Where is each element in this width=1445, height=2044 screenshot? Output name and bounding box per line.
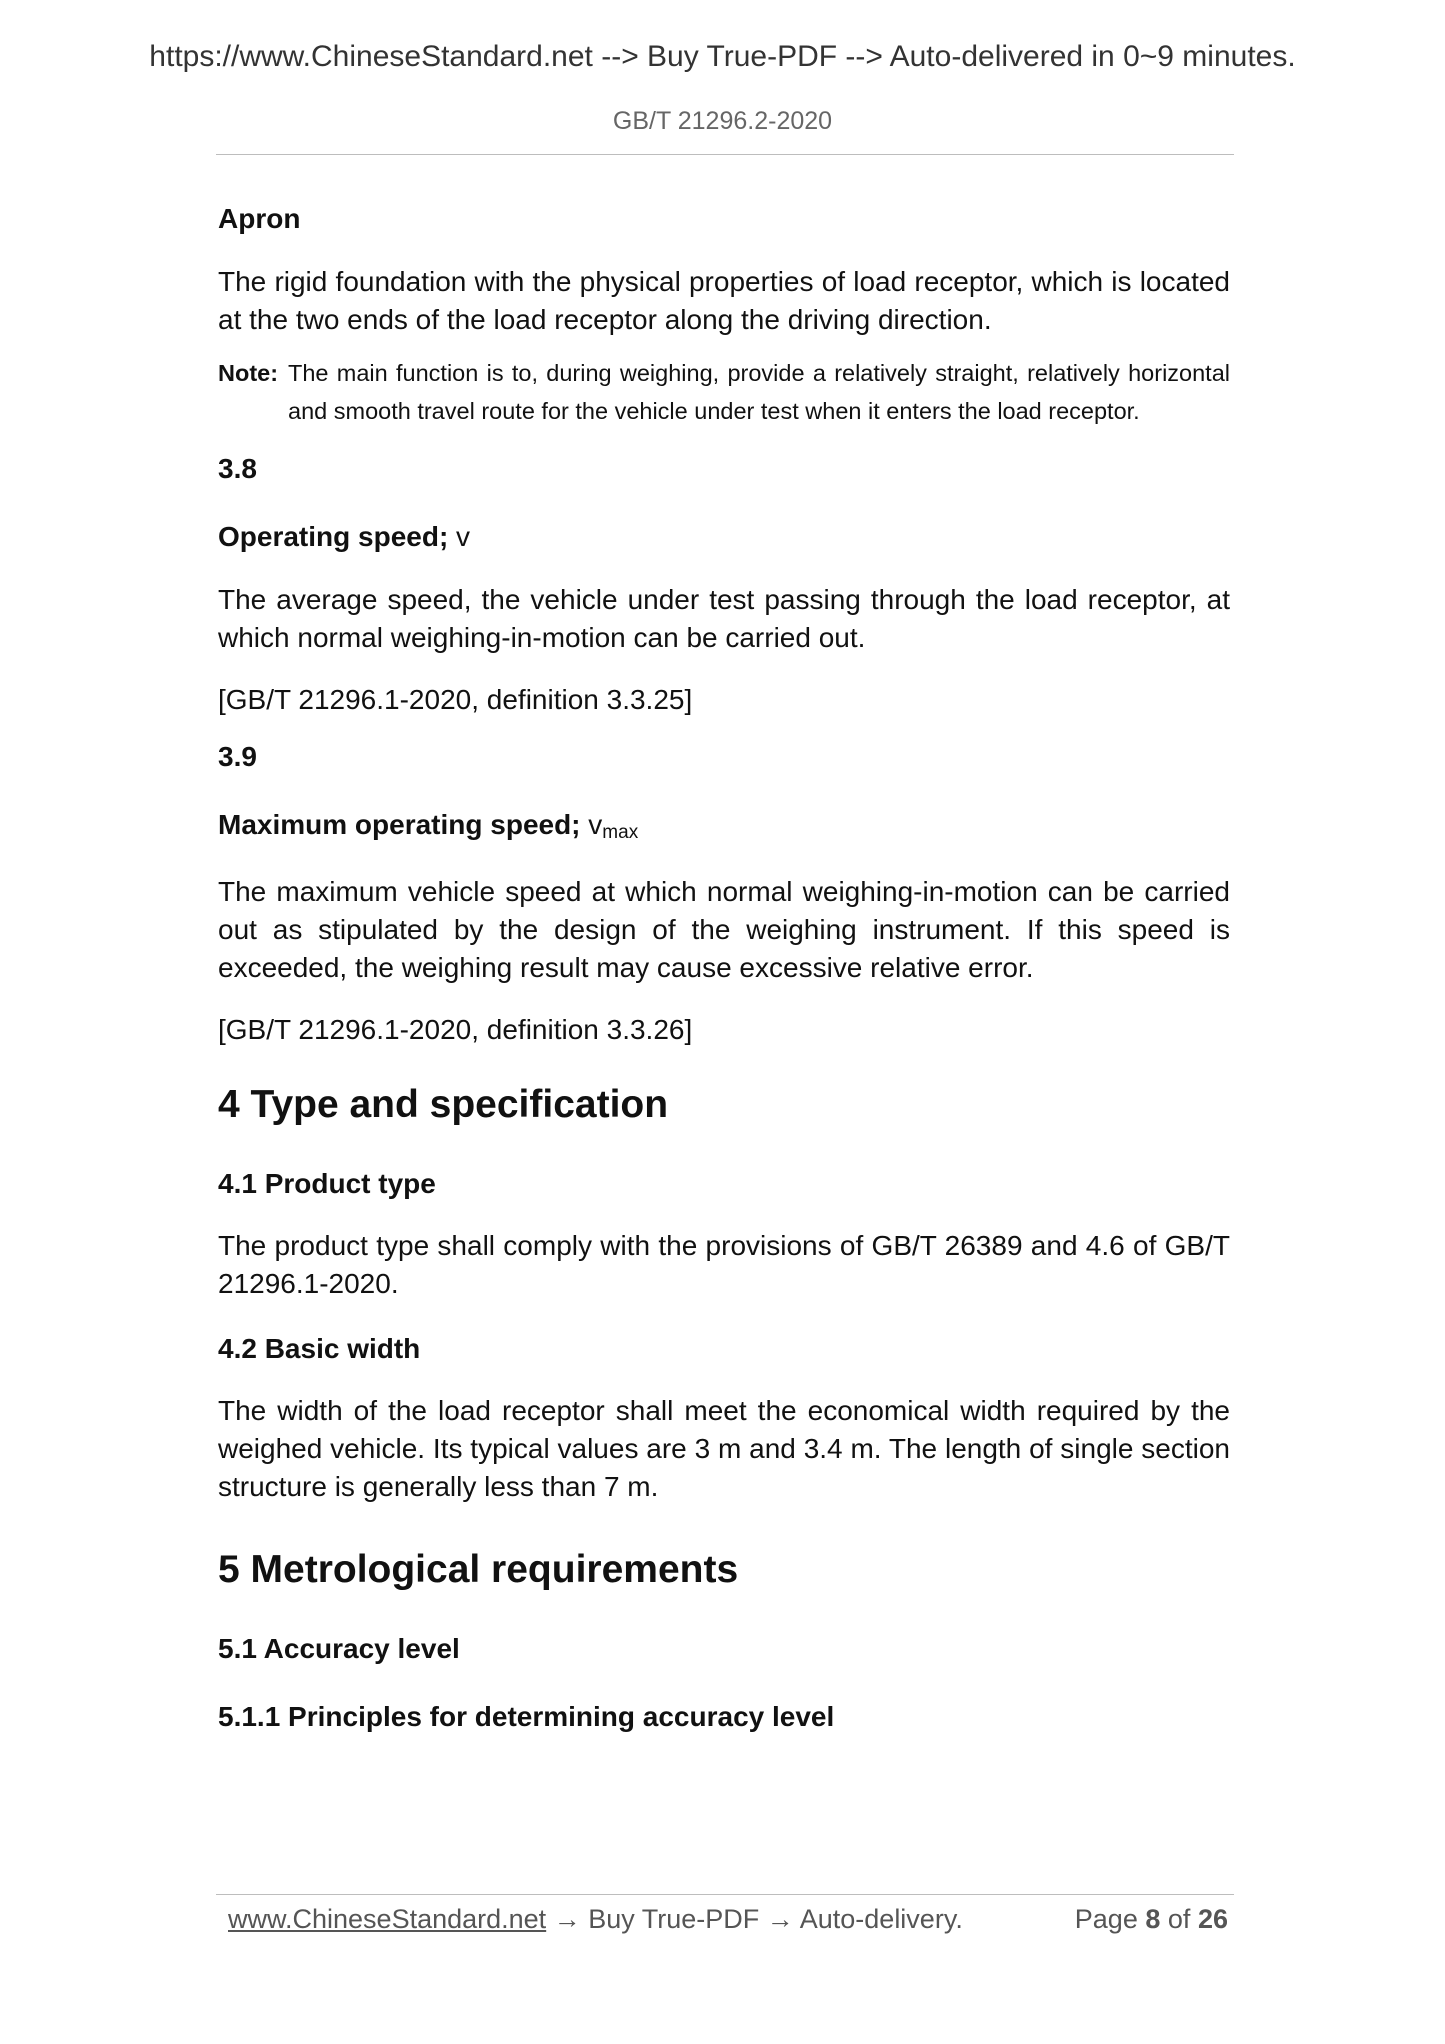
clause-3-8-number: 3.8 [218,453,257,484]
symbol-vmax-base: v [588,809,603,840]
definition-apron: The rigid foundation with the physical properties of load receptor, which is located at the two ends of the load receptor along the driving direction. [218,266,1230,335]
of-label: of [1167,1904,1191,1934]
page-total: 26 [1197,1904,1228,1934]
footer-site-link[interactable]: www.ChineseStandard.net [228,1904,547,1934]
page-indicator [1075,1896,1228,1942]
section-4-1-text: The product type shall comply with the provisions of GB/T 26389 and 4.6 of GB/T 21296.1-2020. [218,1230,1230,1299]
clause-3-9-number: 3.9 [218,741,257,772]
term-max-operating-speed [218,804,1230,850]
top-banner: https://www.ChineseStandard.net --> Buy True-PDF --> Auto-delivered in 0~9 minutes. [149,40,1296,73]
term-max-operating-speed-label: Maximum operating speed; [218,809,581,840]
footer-divider [216,1894,1234,1895]
section-5-1-title: 5.1 Accuracy level [218,1633,460,1664]
term-operating-speed-label: Operating speed; [218,521,449,552]
symbol-vmax-subscript: max [602,822,639,843]
section-4-2-title: 4.2 Basic width [218,1333,421,1364]
section-4-1-title: 4.1 Product type [218,1168,436,1199]
reference-3-9: [GB/T 21296.1-2020, definition 3.3.26] [218,1014,693,1045]
symbol-vmax [588,809,639,843]
section-4-title: 4 Type and specification [218,1083,669,1126]
section-5-1-1-title: 5.1.1 Principles for determining accuracy level [218,1701,835,1732]
page-content [218,190,1230,1738]
term-apron: Apron [218,203,301,234]
footer-tagline: → Buy True-PDF → Auto-delivery. [546,1904,963,1934]
page-label: Page [1074,1904,1138,1934]
note-apron [218,354,1230,430]
term-operating-speed [218,516,1230,558]
reference-3-8: [GB/T 21296.1-2020, definition 3.3.25] [218,684,693,715]
page-current: 8 [1145,1904,1161,1934]
page-footer [228,1896,1228,1942]
symbol-v: v [456,521,471,552]
section-4-2-text: The width of the load receptor shall meet the economical width required by the weighed vehicle. Its typical values are 3 m and 3.4 m. The length of single section structure is generally less than 7 m. [218,1395,1230,1502]
definition-operating-speed: The average speed, the vehicle under test passing through the load receptor, at which normal weighing-in-motion can be carried out. [218,584,1230,653]
definition-max-operating-speed: The maximum vehicle speed at which normal weighing-in-motion can be carried out as stipulated by the design of the weighing instrument. If this speed is exceeded, the weighing result may cause excessive relative error. [218,876,1230,983]
header-divider [216,154,1234,155]
note-text: The main function is to, during weighing, provide a relatively straight, relatively horizontal and smooth travel route for the vehicle under test when it enters the load receptor. [288,360,1230,424]
note-label: Note: [218,360,279,386]
section-5-title: 5 Metrological requirements [218,1548,739,1591]
standard-code: GB/T 21296.2-2020 [612,107,833,135]
